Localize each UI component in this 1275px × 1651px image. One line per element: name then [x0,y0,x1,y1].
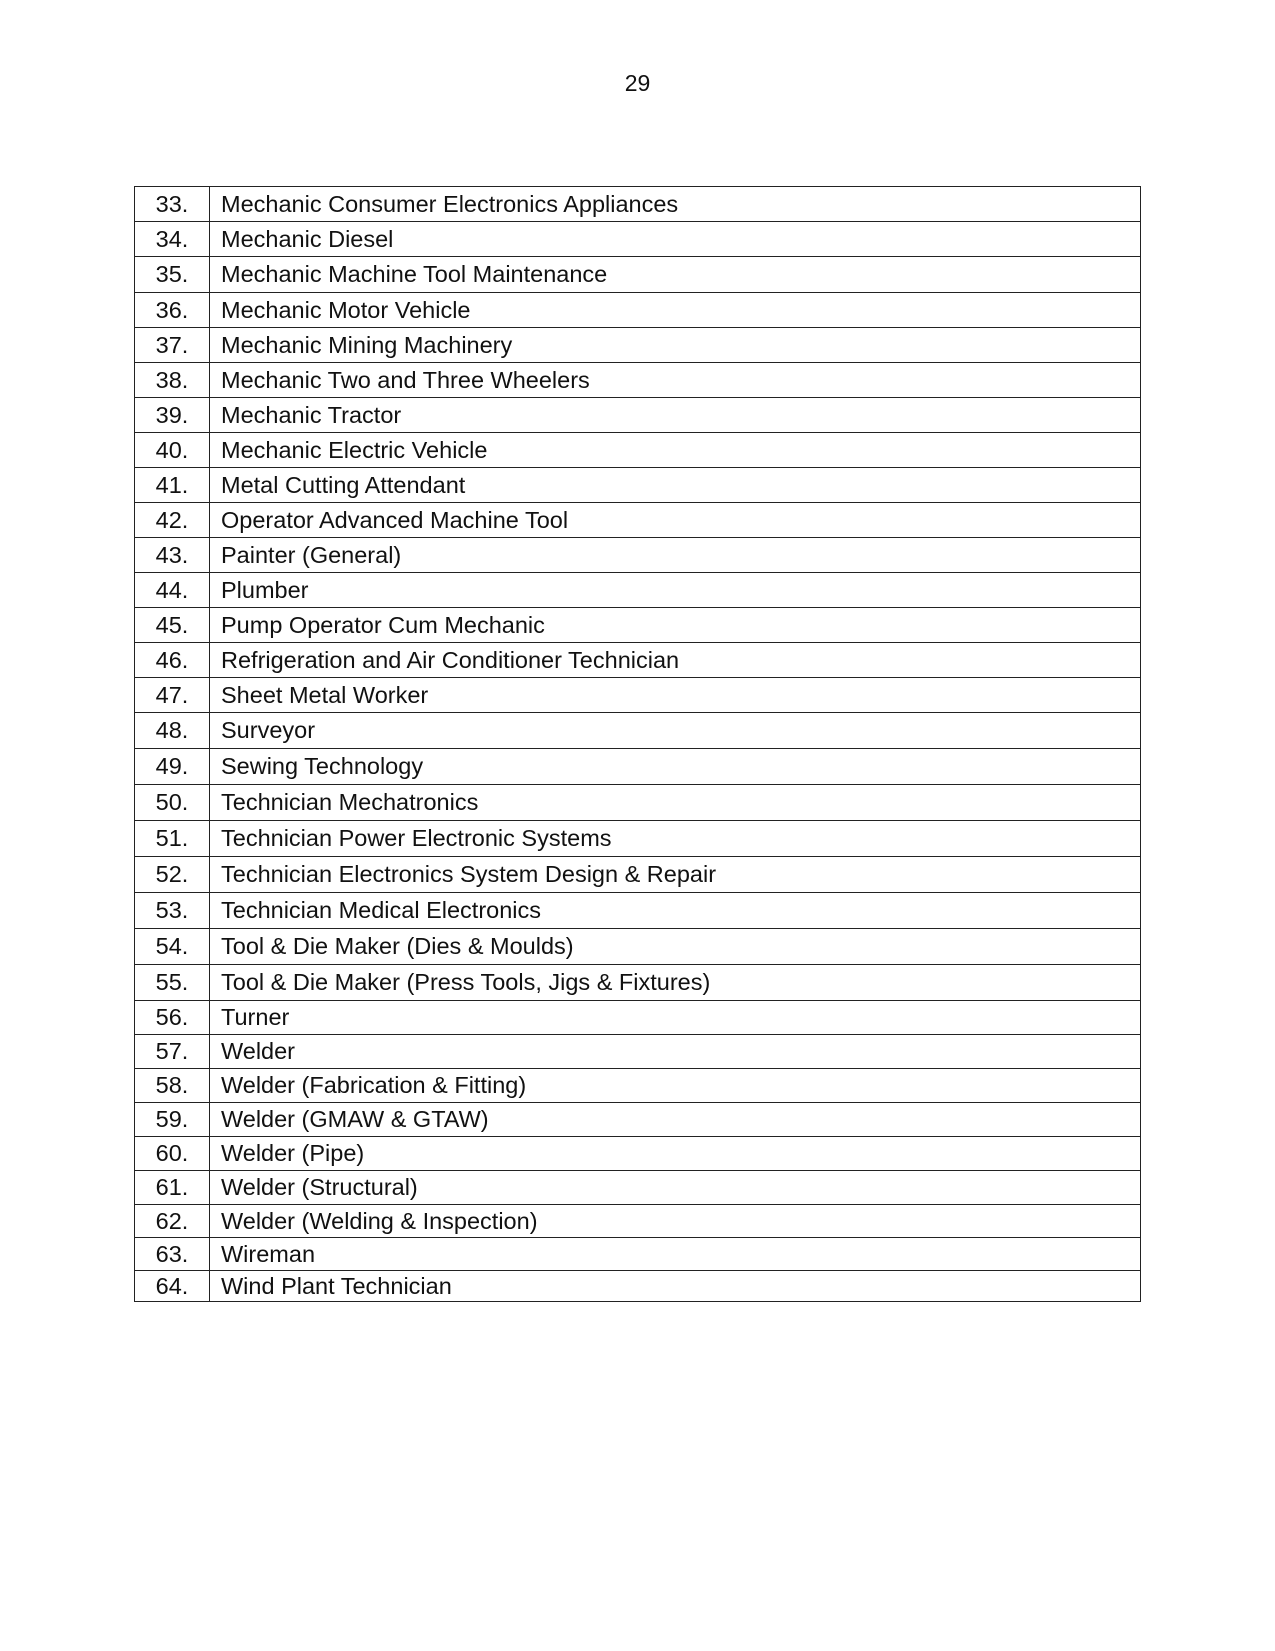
trade-name: Welder (GMAW & GTAW) [210,1103,1141,1137]
row-number: 33. [135,187,210,222]
row-number: 55. [135,965,210,1001]
table-row [135,1001,1141,1035]
table-row [135,573,1141,608]
row-number: 59. [135,1103,210,1137]
row-number: 48. [135,713,210,749]
table-row [135,1137,1141,1171]
row-number: 47. [135,678,210,713]
trade-name: Surveyor [210,713,1141,749]
row-number: 46. [135,643,210,678]
row-number: 51. [135,821,210,857]
trade-name: Wind Plant Technician [210,1271,1141,1302]
table-row [135,398,1141,433]
table-row [135,1035,1141,1069]
table-row [135,433,1141,468]
trade-name: Turner [210,1001,1141,1035]
table-row [135,187,1141,222]
row-number: 56. [135,1001,210,1035]
trade-name: Technician Power Electronic Systems [210,821,1141,857]
trade-name: Mechanic Mining Machinery [210,328,1141,363]
trade-name: Mechanic Diesel [210,222,1141,257]
trades-table-body [135,187,1141,1302]
table-row [135,363,1141,398]
table-row [135,1069,1141,1103]
trade-name: Mechanic Motor Vehicle [210,293,1141,328]
trade-name: Welder (Fabrication & Fitting) [210,1069,1141,1103]
trade-name: Technician Mechatronics [210,785,1141,821]
trade-name: Technician Medical Electronics [210,893,1141,929]
table-row [135,503,1141,538]
table-row [135,713,1141,749]
table-row [135,785,1141,821]
row-number: 40. [135,433,210,468]
trade-name: Welder (Welding & Inspection) [210,1205,1141,1238]
row-number: 35. [135,257,210,293]
table-row [135,608,1141,643]
table-row [135,1271,1141,1302]
table-row [135,468,1141,503]
row-number: 38. [135,363,210,398]
trade-name: Welder [210,1035,1141,1069]
table-row [135,965,1141,1001]
row-number: 39. [135,398,210,433]
row-number: 61. [135,1171,210,1205]
table-row [135,821,1141,857]
row-number: 43. [135,538,210,573]
table-row [135,293,1141,328]
table-row [135,222,1141,257]
table-row [135,749,1141,785]
row-number: 58. [135,1069,210,1103]
trade-name: Technician Electronics System Design & Repair [210,857,1141,893]
row-number: 42. [135,503,210,538]
trade-name: Operator Advanced Machine Tool [210,503,1141,538]
table-row [135,857,1141,893]
trade-name: Mechanic Machine Tool Maintenance [210,257,1141,293]
trade-name: Mechanic Consumer Electronics Appliances [210,187,1141,222]
row-number: 37. [135,328,210,363]
row-number: 60. [135,1137,210,1171]
trade-name: Sheet Metal Worker [210,678,1141,713]
row-number: 53. [135,893,210,929]
trade-name: Sewing Technology [210,749,1141,785]
row-number: 49. [135,749,210,785]
trade-name: Welder (Pipe) [210,1137,1141,1171]
table-row [135,328,1141,363]
table-row [135,1238,1141,1271]
trade-name: Wireman [210,1238,1141,1271]
trades-table [134,186,1141,1302]
row-number: 64. [135,1271,210,1302]
table-row [135,893,1141,929]
trade-name: Tool & Die Maker (Press Tools, Jigs & Fixtures) [210,965,1141,1001]
row-number: 54. [135,929,210,965]
trade-name: Welder (Structural) [210,1171,1141,1205]
row-number: 34. [135,222,210,257]
trade-name: Mechanic Two and Three Wheelers [210,363,1141,398]
trade-name: Pump Operator Cum Mechanic [210,608,1141,643]
table-row [135,1103,1141,1137]
table-row [135,538,1141,573]
row-number: 57. [135,1035,210,1069]
trade-name: Metal Cutting Attendant [210,468,1141,503]
table-row [135,257,1141,293]
row-number: 45. [135,608,210,643]
trade-name: Plumber [210,573,1141,608]
page-number: 29 [624,70,651,96]
trade-name: Painter (General) [210,538,1141,573]
table-row [135,929,1141,965]
trade-name: Refrigeration and Air Conditioner Technician [210,643,1141,678]
row-number: 44. [135,573,210,608]
trade-name: Tool & Die Maker (Dies & Moulds) [210,929,1141,965]
table-row [135,1205,1141,1238]
row-number: 63. [135,1238,210,1271]
table-row [135,678,1141,713]
row-number: 62. [135,1205,210,1238]
trade-name: Mechanic Tractor [210,398,1141,433]
trade-name: Mechanic Electric Vehicle [210,433,1141,468]
row-number: 36. [135,293,210,328]
table-row [135,643,1141,678]
row-number: 52. [135,857,210,893]
row-number: 50. [135,785,210,821]
row-number: 41. [135,468,210,503]
table-row [135,1171,1141,1205]
